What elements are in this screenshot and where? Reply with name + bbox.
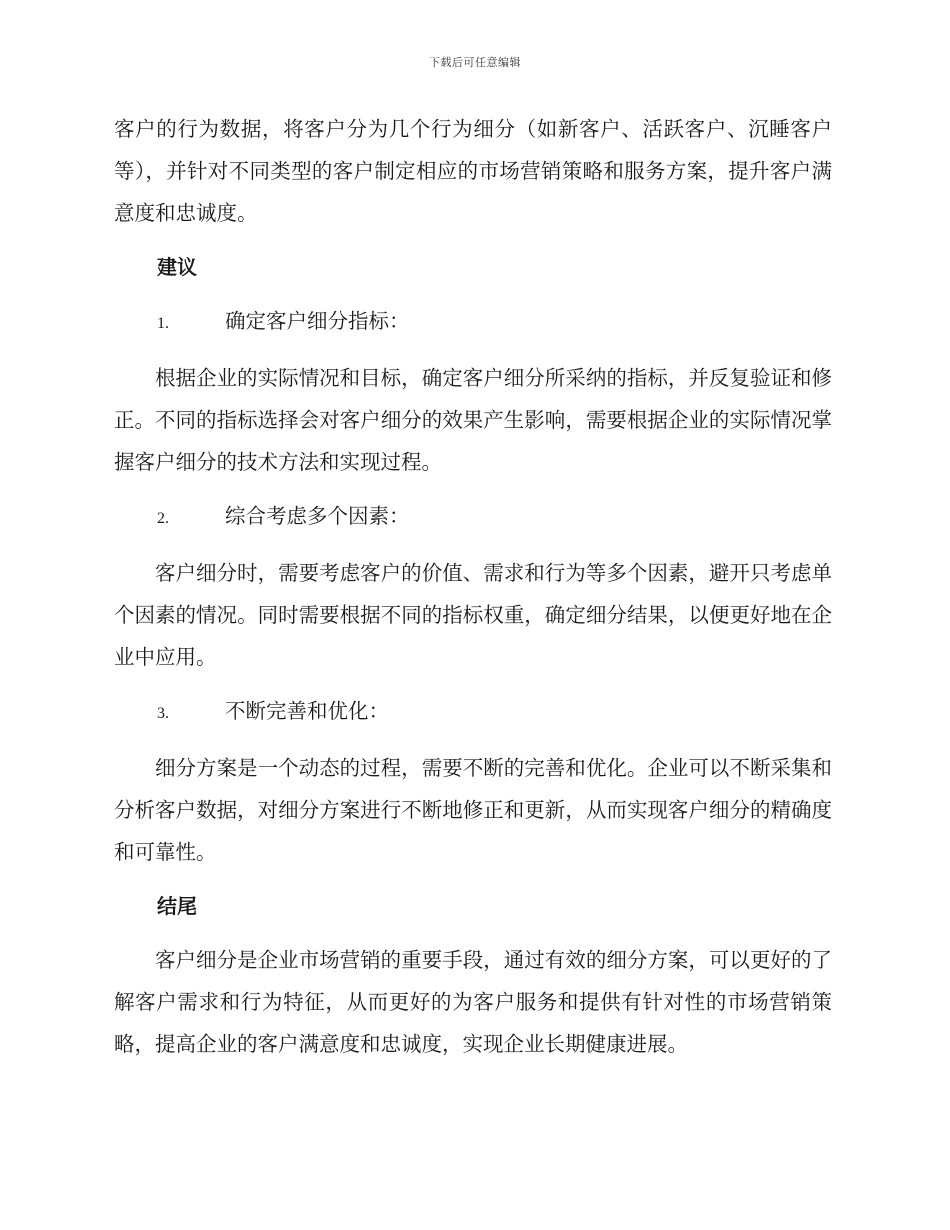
item-3-paragraph: 细分方案是一个动态的过程，需要不断的完善和优化。企业可以不断采集和分析客户数据，对细分方案进行不断地修正和更新，从而实现客户细分的精确度和可靠性。 <box>114 756 832 864</box>
list-number: 1. <box>157 315 169 332</box>
suggestions-heading: 建议 <box>157 255 197 279</box>
intro-paragraph: 客户的行为数据，将客户分为几个行为细分（如新客户、活跃客户、沉睡客户等），并针对不同类型的客户制定相应的市场营销策略和服务方案，提升客户满意度和忠诚度。 <box>114 117 832 225</box>
list-item-title: 综合考虑多个因素： <box>225 504 410 528</box>
list-number: 2. <box>157 510 169 527</box>
list-item-3 <box>114 690 832 735</box>
list-item-title: 确定客户细分指标： <box>225 309 410 333</box>
item-1-paragraph: 根据企业的实际情况和目标，确定客户细分所采纳的指标，并反复验证和修正。不同的指标选择会对客户细分的效果产生影响，需要根据企业的实际情况掌握客户细分的技术方法和实现过程。 <box>114 366 832 474</box>
list-item-1 <box>114 300 832 345</box>
page-header: 下载后可任意编辑 <box>429 56 521 69</box>
conclusion-paragraph: 客户细分是企业市场营销的重要手段，通过有效的细分方案，可以更好的了解客户需求和行为特征，从而更好的为客户服务和提供有针对性的市场营销策略，提高企业的客户满意度和忠诚度，实现企业长期健康进展。 <box>114 948 832 1056</box>
document-body <box>114 108 832 1065</box>
list-item-2 <box>114 495 832 540</box>
conclusion-heading: 结尾 <box>157 894 197 918</box>
item-2-paragraph: 客户细分时，需要考虑客户的价值、需求和行为等多个因素，避开只考虑单个因素的情况。同时需要根据不同的指标权重，确定细分结果，以便更好地在企业中应用。 <box>114 561 832 669</box>
list-number: 3. <box>157 705 169 722</box>
list-item-title: 不断完善和优化： <box>225 699 389 723</box>
